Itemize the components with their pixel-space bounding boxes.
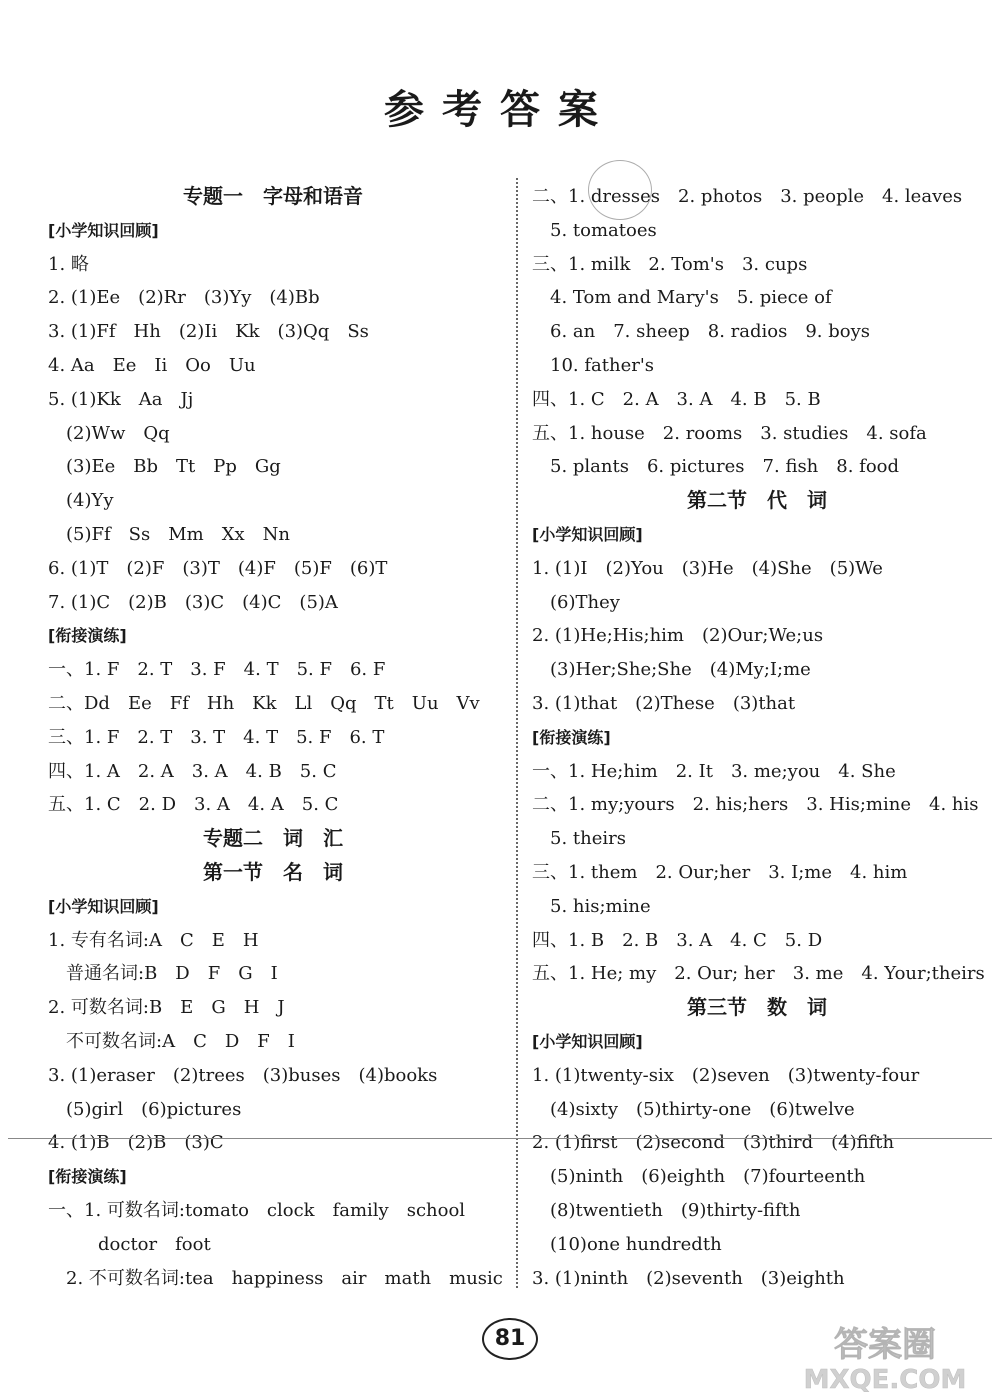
answer-line: 2. (1)first (2)second (3)third (4)fifth	[532, 1132, 895, 1154]
answer-line: 7. (1)C (2)B (3)C (4)C (5)A	[48, 591, 338, 613]
answer-line: 五、1. C 2. D 3. A 4. A 5. C	[48, 794, 339, 816]
subsection-label: [小学知识回顾]	[532, 1031, 643, 1051]
answer-line: 3. (1)eraser (2)trees (3)buses (4)books	[48, 1064, 438, 1086]
answer-line: 1. 略	[48, 253, 89, 275]
answer-line: 3. (1)ninth (2)seventh (3)eighth	[532, 1267, 845, 1289]
subsection-label: [衔接演练]	[48, 1167, 127, 1187]
page-title: 参考答案	[384, 87, 616, 133]
answer-line: 三、1. milk 2. Tom's 3. cups	[532, 253, 808, 275]
answer-line: 三、1. them 2. Our;her 3. I;me 4. him	[532, 861, 908, 883]
answer-line: 4. Aa Ee Ii Oo Uu	[48, 354, 256, 376]
answer-line: 3. (1)Ff Hh (2)Ii Kk (3)Qq Ss	[48, 321, 369, 343]
answer-line: 不可数名词:A C D F I	[66, 1030, 295, 1052]
answer-line: 5. (1)Kk Aa Jj	[48, 388, 194, 410]
answer-line: 四、1. C 2. A 3. A 4. B 5. B	[532, 388, 821, 410]
answer-line: 2. (1)He;His;him (2)Our;We;us	[532, 625, 824, 647]
answer-line: 3. (1)that (2)These (3)that	[532, 692, 796, 714]
answer-line: 5. plants 6. pictures 7. fish 8. food	[550, 456, 900, 478]
answer-line: (3)Her;She;She (4)My;I;me	[550, 659, 811, 681]
stamp-mark-icon	[588, 160, 652, 220]
page-number: 81	[482, 1318, 538, 1360]
svg-text:MXQE.COM: MXQE.COM	[803, 1365, 967, 1394]
answer-line: 1. (1)twenty-six (2)seven (3)twenty-four	[532, 1064, 920, 1086]
section-heading: 第三节 数 词	[687, 995, 827, 1020]
answer-line: 2. 不可数名词:tea happiness air math music	[66, 1267, 503, 1289]
watermark-logo-icon	[780, 1318, 990, 1394]
right-column	[532, 180, 985, 1295]
answer-line: (5)Ff Ss Mm Xx Nn	[66, 523, 291, 545]
answer-line: 一、1. 可数名词:tomato clock family school	[48, 1199, 466, 1221]
answer-line: (2)Ww Qq	[66, 422, 170, 444]
answer-line: 二、1. my;yours 2. his;hers 3. His;mine 4. his	[532, 794, 979, 816]
answer-line: 普通名词:B D F G I	[66, 963, 278, 985]
answer-line: 6. (1)T (2)F (3)T (4)F (5)F (6)T	[48, 557, 388, 579]
answer-line: 10. father's	[550, 354, 655, 376]
answer-line: 二、Dd Ee Ff Hh Kk Ll Qq Tt Uu Vv	[48, 692, 480, 714]
svg-text:答案圈: 答案圈	[834, 1325, 936, 1365]
horizontal-rule	[8, 1138, 992, 1139]
answer-line: 1. (1)I (2)You (3)He (4)She (5)We	[532, 557, 883, 579]
answer-line: (5)girl (6)pictures	[66, 1098, 242, 1120]
answer-line: (3)Ee Bb Tt Pp Gg	[66, 456, 281, 478]
answer-line: (5)ninth (6)eighth (7)fourteenth	[550, 1166, 866, 1188]
answer-line: (10)one hundredth	[550, 1233, 722, 1255]
section-heading: 第二节 代 词	[687, 488, 827, 513]
answer-line: 5. tomatoes	[550, 219, 657, 241]
subsection-label: [衔接演练]	[48, 626, 127, 646]
answer-line: (4)Yy	[66, 490, 114, 512]
answer-line: 二、1. dresses 2. photos 3. people 4. leaves	[532, 186, 963, 207]
answer-line: 五、1. He; my 2. Our; her 3. me 4. Your;theirs	[532, 963, 985, 985]
answer-line: 五、1. house 2. rooms 3. studies 4. sofa	[532, 422, 927, 444]
answer-line: 2. (1)Ee (2)Rr (3)Yy (4)Bb	[48, 287, 320, 309]
answer-line: 5. his;mine	[550, 895, 651, 917]
answer-line: 一、1. He;him 2. It 3. me;you 4. She	[532, 760, 896, 782]
left-column	[48, 180, 503, 1295]
section-heading: 专题一 字母和语音	[183, 184, 363, 208]
answer-line: (4)sixty (5)thirty-one (6)twelve	[550, 1098, 855, 1120]
answer-line: (6)They	[550, 591, 620, 613]
subsection-label: [小学知识回顾]	[48, 896, 159, 916]
answer-line: 5. theirs	[550, 828, 626, 850]
answer-line: 一、1. F 2. T 3. F 4. T 5. F 6. F	[48, 659, 386, 681]
answer-line: 四、1. B 2. B 3. A 4. C 5. D	[532, 929, 823, 951]
answer-line: 三、1. F 2. T 3. T 4. T 5. F 6. T	[48, 726, 385, 748]
answer-line: 1. 专有名词:A C E H	[48, 929, 259, 951]
answer-line: 四、1. A 2. A 3. A 4. B 5. C	[48, 760, 337, 782]
subsection-label: [小学知识回顾]	[532, 524, 643, 544]
section-heading: 专题二 词 汇	[203, 826, 343, 851]
subsection-label: [衔接演练]	[532, 727, 611, 747]
answer-line: 4. Tom and Mary's 5. piece of	[550, 287, 832, 309]
answer-line: doctor foot	[98, 1233, 211, 1255]
answer-line: 4. (1)B (2)B (3)C	[48, 1132, 224, 1154]
answer-line: 6. an 7. sheep 8. radios 9. boys	[550, 321, 871, 343]
subsection-label: [小学知识回顾]	[48, 220, 159, 240]
answer-line: (8)twentieth (9)thirty-fifth	[550, 1199, 801, 1221]
section-heading: 第一节 名 词	[203, 859, 343, 884]
column-divider	[516, 178, 518, 1288]
answer-line: 2. 可数名词:B E G H J	[48, 997, 285, 1019]
